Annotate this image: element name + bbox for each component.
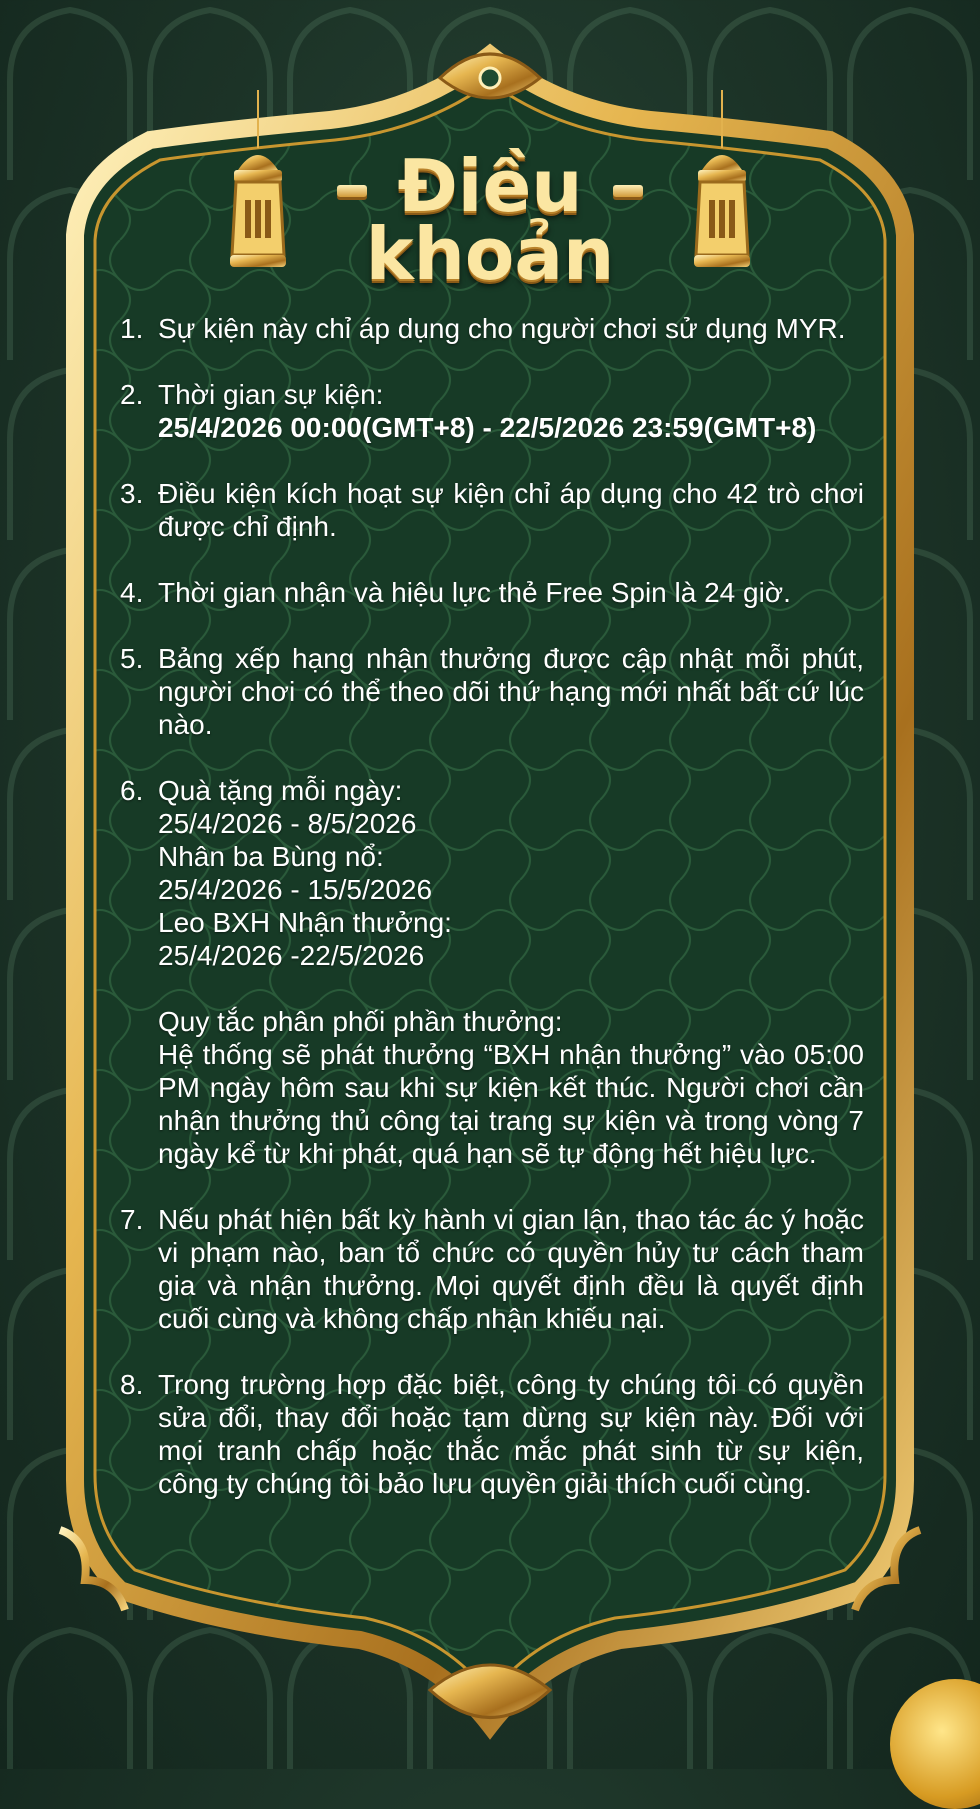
terms-item-1: 1. Sự kiện này chỉ áp dụng cho người chơi sử dụng MYR. <box>120 313 846 344</box>
terms-item-2: 2. Thời gian sự kiện: 25/4/2026 00:00(GMT+8) - 22/5/2026 23:59(GMT+8) <box>120 379 817 443</box>
terms-item-5: 5. Bảng xếp hạng nhận thưởng được cập nhật mỗi phút, người chơi có thể theo dõi thứ hạng mới nhất bất cứ lúc nào. <box>120 643 864 740</box>
page-title-line1: Điều <box>0 150 980 222</box>
terms-item-7: 7. Nếu phát hiện bất kỳ hành vi gian lận, thao tác ác ý hoặc vi phạm nào, ban tổ chức có quyền hủy tư cách tham gia và nhận thưởng. Mọi quyết định đều là quyết định cuối cùng và không chấp nhận khiếu nại. <box>120 1204 864 1334</box>
terms-item-4: 4. Thời gian nhận và hiệu lực thẻ Free Spin là 24 giờ. <box>120 577 791 608</box>
terms-item-6: 6. Quà tặng mỗi ngày: 25/4/2026 - 8/5/2026 Nhân ba Bùng nổ: 25/4/2026 - 15/5/2026 Leo BXH Nhận thưởng: 25/4/2026 -22/5/2026 Quy tắc phân phối phần thưởng: Hệ thống sẽ phát thưởng “BXH nhận thưởng” vào 05:00 PM ngày hôm sau khi sự kiện kết thúc. Người chơi cần nhận thưởng thủ công tại trang sự kiện và trong vòng 7 ngày kể từ khi phát, quá hạn sẽ tự động hết hiệu lực. <box>120 775 864 1169</box>
page-title-line2: khoản <box>365 212 615 296</box>
dash-right <box>613 185 643 197</box>
dash-left <box>337 185 367 197</box>
terms-content <box>120 312 864 1533</box>
terms-item-8: 8. Trong trường hợp đặc biệt, công ty chúng tôi có quyền sửa đổi, thay đổi hoặc tạm dừng sự kiện này. Đối với mọi tranh chấp hoặc thắc mắc phát sinh từ sự kiện, công ty chúng tôi bảo lưu quyền giải thích cuối cùng. <box>120 1369 864 1499</box>
terms-item-3: 3. Điều kiện kích hoạt sự kiện chỉ áp dụng cho 42 trò chơi được chỉ định. <box>120 478 864 542</box>
